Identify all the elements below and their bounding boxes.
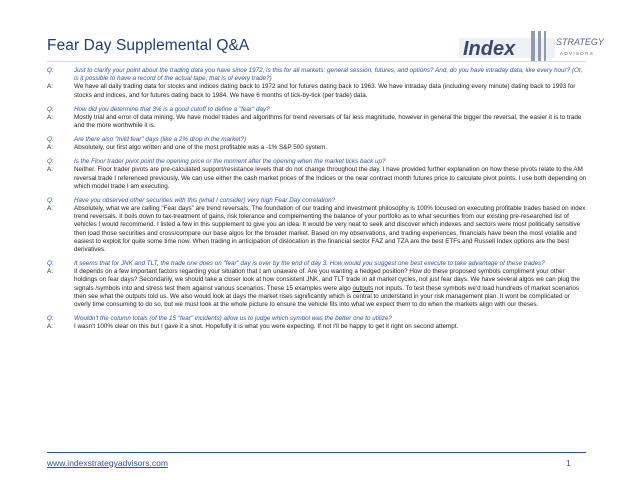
answer-row <box>47 144 587 152</box>
answer-row <box>47 323 587 331</box>
question-text: Just to clarify your point about the trading data you have since 1972, is this for all markets: general session, futures, and options? And, do you have intraday data, like every hour? (Or, is it possible to have a record of the actual tape, that is of every trade?) <box>74 67 583 83</box>
answer-text: Absolutely, our first algo written and one of the most profitable was a -1% S&P 500 system. <box>74 144 328 152</box>
logo-advisors: ADVISORS <box>560 51 595 56</box>
question-label: Q: <box>47 136 54 144</box>
question-label: Q: <box>47 158 54 166</box>
logo-word: Index <box>463 38 516 60</box>
qa-item <box>47 260 587 309</box>
answer-row <box>47 166 587 191</box>
question-row <box>47 67 587 83</box>
underlined-word: outputs <box>352 284 374 292</box>
question-label: Q: <box>47 260 54 268</box>
question-text: Is the Floor trader pivot point the opening price or the moment after the opening when the market ticks back up? <box>74 158 386 166</box>
qa-item <box>47 315 587 331</box>
answer-text: Absolutely, what we are calling "Fear days" are trend reversals. The foundation of our trading and investment philosophy is 100% focused on executing profitable trades based on index trend reversals. It boils down to tax-treatment of gains, risk tolerance and complementing the balance of your portfolio as to what securities from our existing pre-researched list of vehicles I would recommend. I listed a few in this supplement to give you an idea. It would be very neat to seek and discover which indexes and sectors were most politically sensitive then load those securities and cross/compare our base algos for the broader market. Based on my observations, and trading experiences, financials have been the most volatile and easiest to exploit for quite some time now. When trading in anticipation of dislocation in the financial sector FAZ and TZA are the best ETFs and Russell Index options are the best derivatives. <box>74 205 586 254</box>
question-text: Wouldn't the column totals (of the 15 "fear" incidents) allow us to judge which symbol was the better one to utilize? <box>74 315 392 323</box>
question-text: How did you determine that 3% is a good cutoff to define a "fear" day? <box>74 105 270 113</box>
question-label: Q: <box>47 67 54 74</box>
page-number: 1 <box>566 458 571 468</box>
header-divider <box>47 61 586 62</box>
qa-item <box>47 106 587 131</box>
question-row <box>47 315 587 323</box>
answer-label: A: <box>47 323 53 331</box>
question-row <box>47 158 587 166</box>
qa-item <box>47 136 587 152</box>
answer-row <box>47 205 587 254</box>
qa-item <box>47 158 587 191</box>
question-text: It seems that for JNK and TLT, the trade one does on "fear" day is over by the end of day 3. How would you suggest one best execute to take advantage of these trades? <box>74 260 545 268</box>
answer-row <box>47 268 587 309</box>
answer-label: A: <box>47 166 53 174</box>
question-label: Q: <box>47 196 54 204</box>
question-row <box>47 260 587 268</box>
answer-row <box>47 83 587 99</box>
website-link[interactable]: www.indexstrategyadvisors.com <box>47 458 168 468</box>
answer-text <box>74 268 587 309</box>
logo-strategy: STRATEGY <box>556 37 604 47</box>
answer-label: A: <box>47 113 53 121</box>
question-label: Q: <box>47 105 54 113</box>
answer-text: I wasn't 100% clear on this but I gave it a shot. Hopefully it is what you were expecting. If not I'll be happy to get it right on second attempt. <box>74 323 459 331</box>
question-text: Have you observed other securities with this (what I consider) very high Fear Day correlation? <box>74 196 336 204</box>
answer-label: A: <box>47 83 53 91</box>
answer-row <box>47 114 587 130</box>
question-label: Q: <box>47 315 54 323</box>
question-row <box>47 106 587 114</box>
answer-text: We have all daily trading data for stocks and indices dating back to 1972 and for futures dating back to 1963. We have intraday data (including every minute) dating back to 1993 for stocks and indices, and for futures dating back to 1984. We have 6 months of tick-by-tick (per trade) data. <box>74 83 576 99</box>
answer-label: A: <box>47 268 53 276</box>
index-strategy-advisors-logo <box>459 28 604 64</box>
answer-text: Neither. Floor trader pivots are pre-calculated support/resistance levels that do not change throughout the day. I have provided further explanation on how these pivots relate to the AM reversal trade I referenced previously. We can use either the cash market prices of the Indices or the near contract month futures price to calculate pivot points. I use both depending on which model trade I am executing. <box>74 166 587 190</box>
answer-text: Mostly trial and error of data mining. We have model trades and algorithms for trend reversals of far less magnitude, however in general the bigger the reversal, the easier it is to trade and the more worthwhile it is. <box>74 113 582 130</box>
answer-text-part: It depends on a few important factors regarding your situation that I am unaware of. Are you wanting a hedged position? How do these proposed symbols compliment your other holdings on fear days? Secondarily, we should take a closer look at how consistent JNK, and TLT trade in all market cycles, not just fear days. We have several algos we can plug the signals /symbols into and stress test them against various scenarios. These 15 examples were algo <box>74 268 580 292</box>
answer-label: A: <box>47 144 53 152</box>
footer-divider <box>47 452 586 453</box>
question-text: Are there also "mild fear" days (like a 2% drop in the market?) <box>74 136 247 144</box>
qa-item <box>47 197 587 254</box>
answer-label: A: <box>47 205 53 213</box>
qa-item <box>47 67 587 100</box>
page-title: Fear Day Supplemental Q&A <box>47 37 250 54</box>
answer-text-part: not inputs. To test these symbols we'd load hundreds of market scenarios then see what the outputs told us. We also would look at days the market rises significantly which is central to understand in your risk management plan. It wont be complicated or overly time consuming to do so, but we must look at the whole picture to ensure the vehicle fits into what we expect them to do when the markets align with our theses. <box>74 284 579 309</box>
question-row <box>47 136 587 144</box>
qa-content <box>47 67 587 337</box>
question-row <box>47 197 587 205</box>
